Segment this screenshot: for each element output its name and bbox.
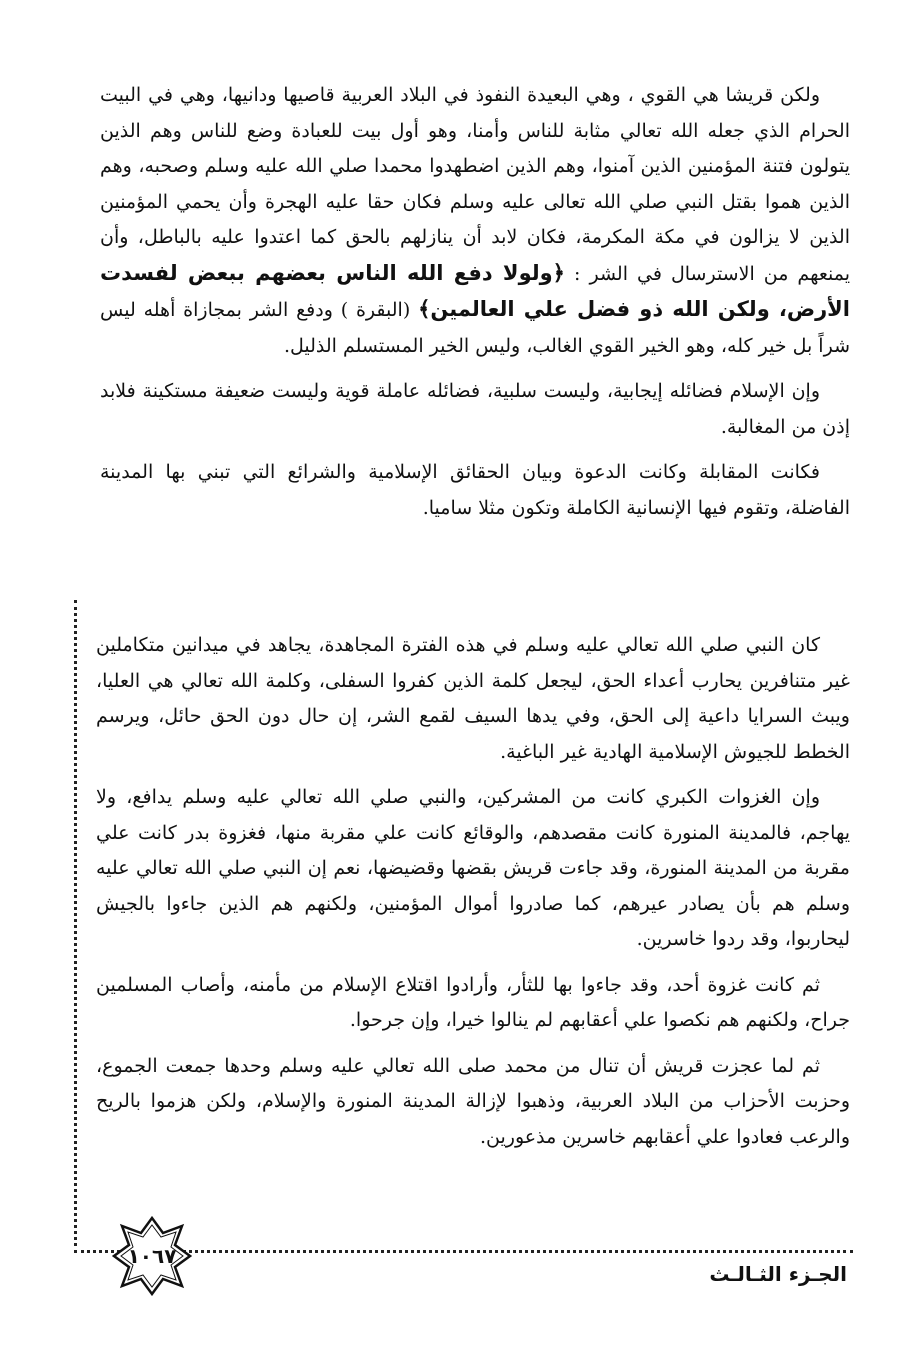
paragraph-1 (100, 78, 850, 364)
framed-paragraph-1: كان النبي صلي الله تعالي عليه وسلم في هذه الفترة المجاهدة، يجاهد في ميدانين متكاملين غير متنافرين يحارب أعداء الحق، ليجعل كلمة الذين كفروا السفلى، وكلمة الله تعالي هي العليا، ويبث السرايا داعية إلى الحق، وفي يدها السيف لقمع الشر، إن حال دون الحق حائل، ويرسم الخطط للجيوش الإسلامية الهادية غير الباغية. (96, 634, 850, 763)
paragraph-1-text: ولكن قريشا هي القوي ، وهي البعيدة النفوذ في البلاد العربية قاصيها ودانيها، وهي في البيت الحرام الذي جعله الله تعالي مثابة للناس وأمنا، وهو أول بيت للعبادة وضع للناس وهم الذين يتولون فتنة المؤمنين الذين آمنوا، وهم الذين اضطهدوا محمدا صلي الله عليه وسلم وصحبه، وهم الذين هموا بقتل النبي صلي الله تعالى عليه وسلم فكان حقا عليه الهجرة وأن يحمي المؤمنين الذين لا يزالون في مكة المكرمة، فكان لابد أن ينازلهم بالحق كما اعتدوا عليه بالباطل، وأن يمنعهم من الاسترسال في الشر : (100, 84, 850, 285)
framed-paragraph-4: ثم لما عجزت قريش أن تنال من محمد صلى الله تعالي عليه وسلم وحدها جمعت الجموع، وحزبت الأحزاب من البلاد العربية، وذهبوا لإزالة المدينة المنورة والإسلام، ولكن هزموا بالريح والرعب فعادوا علي أعقابهم خاسرين مذعورين. (96, 1054, 850, 1148)
framed-paragraph-2: وإن الغزوات الكبري كانت من المشركين، والنبي صلي الله تعالي عليه وسلم يدافع، ولا يهاجم، فالمدينة المنورة كانت مقصدهم، والوقائع كانت علي مقربة منها، فغزوة بدر كانت علي مقربة من المدينة المنورة، وقد جاءت قريش بقضها وقضيضها، نعم إن النبي صلي الله تعالي عليه وسلم هم بأن يصادر عيرهم، كما صادروا أموال المؤمنين، ولكنهم هم الذين جاءوا بالجيش ليحاربوا، وقد ردوا خاسرين. (96, 786, 850, 950)
page-number: ١٠٦٧ (127, 1244, 177, 1268)
paragraph-1-continuation: (البقرة ) ودفع الشر بمجازاة أهله ليس شراً بل خير كله، وهو الخير القوي الغالب، وليس الخير المستسلم الذليل. (100, 299, 850, 357)
quran-verse: ﴿ولولا دفع الله الناس بعضهم ببعض لفسدت الأرض، ولكن الله ذو فضل علي العالمين﴾ (100, 260, 850, 321)
paragraph-2: وإن الإسلام فضائله إيجابية، وليست سلبية، فضائله عاملة قوية وليست ضعيفة مستكينة فلابد إذن من المغالبة. (100, 380, 850, 438)
page-number-badge (112, 1216, 192, 1296)
framed-paragraph-3: ثم كانت غزوة أحد، وقد جاءوا بها للثأر، وأرادوا اقتلاع الإسلام من مأمنه، وأصاب المسلمين جراح، ولكنهم هم نكصوا علي أعقابهم لم ينالوا خيرا، وإن جرحوا. (96, 973, 850, 1031)
paragraph-3: فكانت المقابلة وكانت الدعوة وبيان الحقائق الإسلامية والشرائع التي تبني بها المدينة الفاضلة، وتقوم فيها الإنسانية الكاملة وتكون مثلا ساميا. (100, 461, 850, 519)
main-text-block (100, 78, 850, 536)
framed-text-block (96, 628, 850, 1165)
part-label: الجـزء الثـالـث (709, 1262, 847, 1286)
